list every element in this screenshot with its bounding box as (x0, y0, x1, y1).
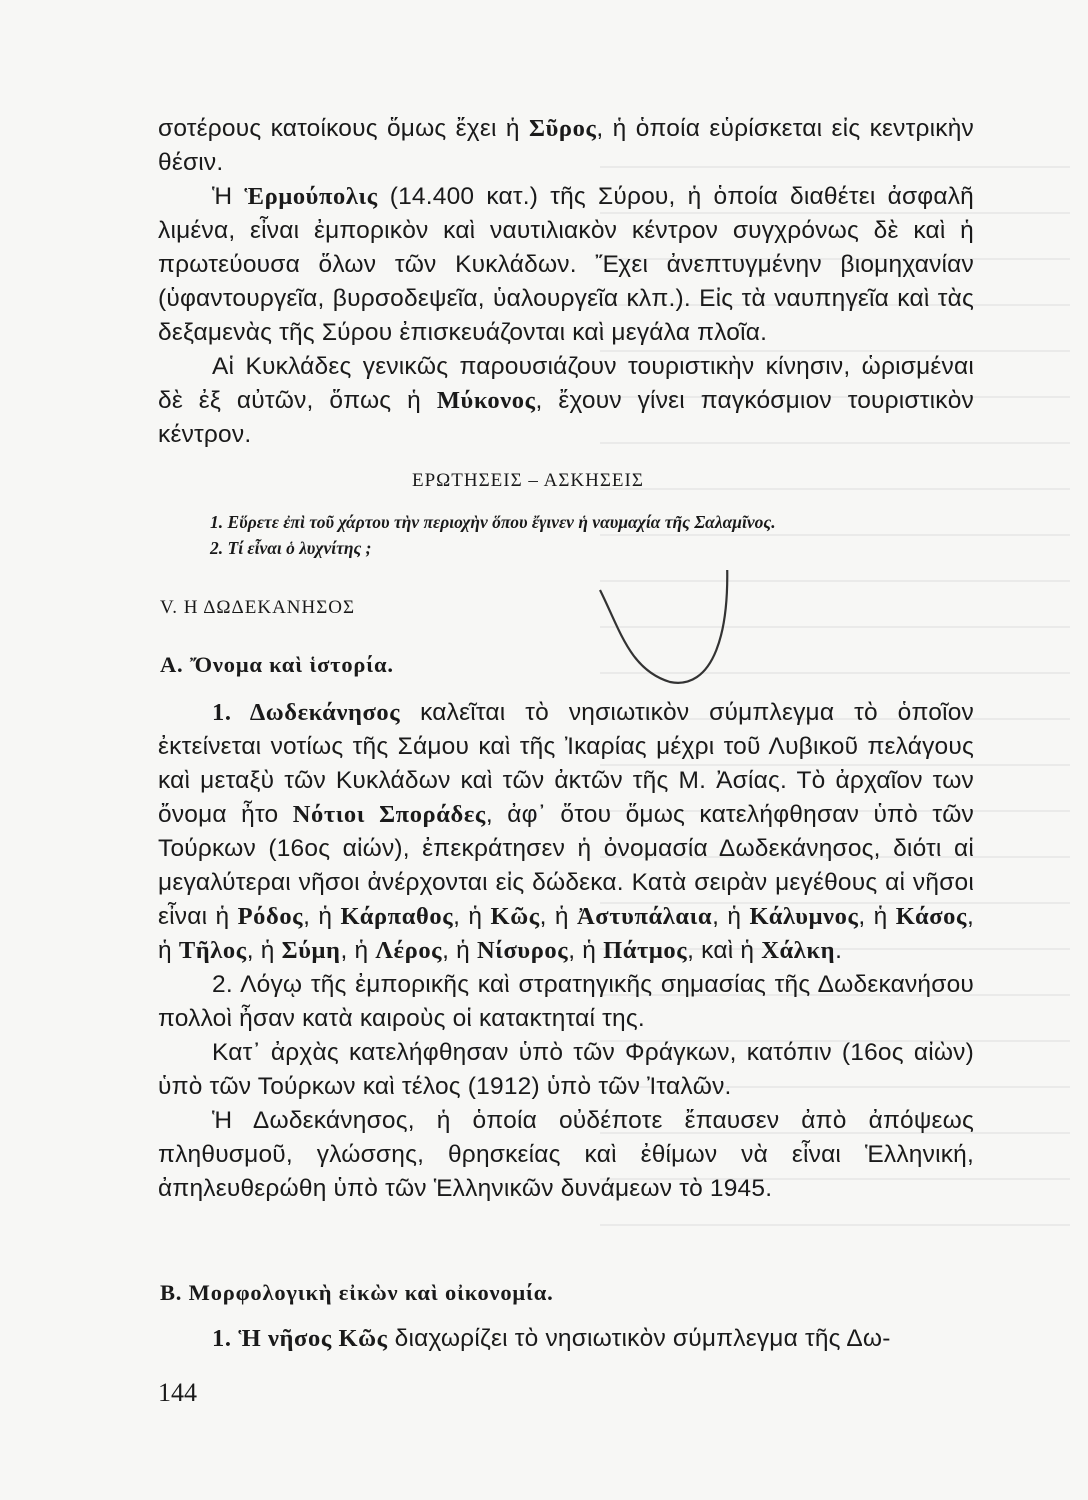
paragraph-a2: 2. Λόγῳ τῆς ἐμπορικῆς καὶ στρατηγικῆς σημασίας τῆς Δωδεκανήσου πολλοὶ ἦσαν κατὰ καιροὺς οἱ κατακτηταί της. (158, 971, 974, 1032)
paragraph-b1: 1. Ἡ νῆσος Κῶς διαχωρίζει τὸ νησιωτικὸν σύμπλεγμα τῆς Δω- (212, 1325, 891, 1352)
section-a-heading: Α. Ὄνομα καὶ ἱστορία. (160, 652, 394, 677)
section-b-body (158, 1322, 974, 1356)
syros-section (158, 112, 974, 452)
questions-heading: ΕΡΩΤΗΣΕΙΣ – ΑΣΚΗΣΕΙΣ (412, 470, 644, 491)
question-2: 2. Τί εἶναι ὁ λυχνίτης ; (210, 538, 372, 558)
paragraph-a1: 1. Δωδεκάνησος καλεῖται τὸ νησιωτικὸν σύμπλεγμα τὸ ὁποῖον ἐκτείνεται νοτίως τῆς Σάμου καὶ τῆς Ἰκαρίας μέχρι τοῦ Λυβικοῦ πελάγους καὶ μεταξὺ τῶν Κυκλάδων καὶ τῶν ἀκτῶν τῆς Μ. Ἀσίας. Τὸ ἀρχαῖον των ὄνομα ἦτο Νότιοι Σποράδες, ἀφ᾽ ὅτου ὅμως κατελήφθησαν ὑπὸ τῶν Τούρκων (16ος αἰών), ἐπεκράτησεν ἡ ὀνομασία Δωδεκάνησος, διότι αἱ μεγαλύτεραι νῆσοι ἀνέρχονται εἰς δώδεκα. Κατὰ σειρὰν μεγέθους αἱ νῆσοι εἶναι ἡ Ρόδος, ἡ Κάρπαθος, ἡ Κῶς, ἡ Ἀστυπάλαια, ἡ Κάλυμνος, ἡ Κάσος, ἡ Τῆλος, ἡ Σύμη, ἡ Λέρος, ἡ Νίσυρος, ἡ Πάτμος, καὶ ἡ Χάλκη. (158, 699, 974, 964)
section-a-body (158, 696, 974, 1206)
chapter-heading: V. Η ΔΩΔΕΚΑΝΗΣΟΣ (160, 597, 356, 618)
paragraph-syros: σοτέρους κατοίκους ὅμως ἔχει ἡ Σῦρος, ἡ ὁποία εὑρίσκεται εἰς κεντρικὴν θέσιν. (158, 115, 974, 176)
pencil-mark (560, 570, 760, 710)
section-b-heading: Β. Μορφολογικὴ εἰκὼν καὶ οἰκονομία. (160, 1280, 554, 1305)
paragraph-a3: Κατ᾽ ἀρχὰς κατελήφθησαν ὑπὸ τῶν Φράγκων, κατόπιν (16ος αἰὼν) ὑπὸ τῶν Τούρκων καὶ τέλος (1912) ὑπὸ τῶν Ἰταλῶν. (158, 1039, 974, 1100)
paragraph-ermoupolis: Ἡ Ἑρμούπολις (14.400 κατ.) τῆς Σύρου, ἡ ὁποία διαθέτει ἀσφαλῆ λιμένα, εἶναι ἐμπορικὸν καὶ ναυτιλιακὸν κέντρον συγχρόνως δὲ καὶ ἡ πρωτεύουσα ὅλων τῶν Κυκλάδων. Ἔχει ἀνεπτυγμένην βιομηχανίαν (ὑφαντουργεῖα, βυρσοδεψεῖα, ὑαλουργεῖα κλπ.). Εἰς τὰ ναυπηγεῖα καὶ τὰς δεξαμενὰς τῆς Σύρου ἐπισκευάζονται καὶ μεγάλα πλοῖα. (158, 183, 974, 346)
page-number: 144 (158, 1378, 197, 1407)
question-1: 1. Εὕρετε ἐπὶ τοῦ χάρτου τὴν περιοχὴν ὅπου ἔγινεν ἡ ναυμαχία τῆς Σαλαμῖνος. (210, 512, 776, 532)
questions-list (210, 509, 1000, 561)
paragraph-cyclades-tourism: Αἱ Κυκλάδες γενικῶς παρουσιάζουν τουριστικὴν κίνησιν, ὡρισμέναι δὲ ἐξ αὐτῶν, ὅπως ἡ Μύκονος, ἔχουν γίνει παγκόσμιον τουριστικὸν κέντρον. (158, 353, 974, 448)
paragraph-a4: Ἡ Δωδεκάνησος, ἡ ὁποία οὐδέποτε ἔπαυσεν ἀπὸ ἀπόψεως πληθυσμοῦ, γλώσσης, θρησκείας καὶ ἐθίμων νὰ εἶναι Ἑλληνική, ἀπηλευθερώθη ὑπὸ τῶν Ἑλληνικῶν δυνάμεων τὸ 1945. (158, 1107, 974, 1202)
